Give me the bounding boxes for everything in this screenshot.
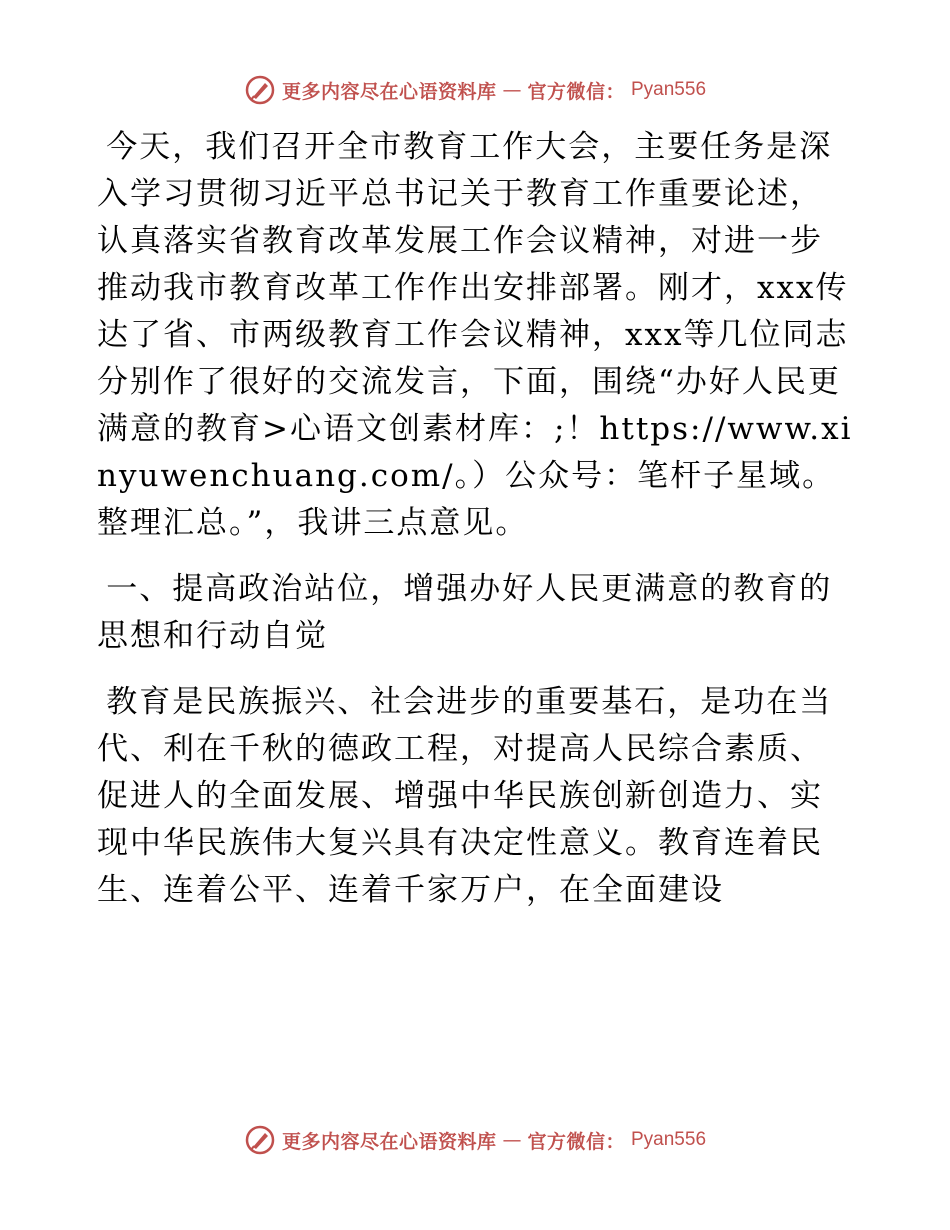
- banner-contact-label: 官方微信：: [527, 80, 625, 103]
- banner-separator: —: [502, 79, 522, 101]
- banner-contact-label: 官方微信：: [527, 1130, 625, 1153]
- header-banner: [0, 70, 950, 110]
- quill-pen-logo-icon: [244, 1124, 276, 1156]
- banner-title: 更多内容尽在心语资料库: [281, 80, 497, 103]
- banner-separator: —: [502, 1129, 522, 1151]
- banner-wechat-id: Pyan556: [631, 79, 707, 100]
- footer-banner: [0, 1120, 950, 1160]
- paragraph-intro: 今天，我们召开全市教育工作大会，主要任务是深入学习贯彻习近平总书记关于教育工作重要论述，认真落实省教育改革发展工作会议精神，对进一步推动我市教育改革工作作出安排部署。刚才，xxx传达了省、市两级教育工作会议精神，xxx等几位同志分别作了很好的交流发言，下面，围绕“办好人民更满意的教育>心语文创素材库：;！https://www.xinyuwenchuang.com/。）公众号：笔杆子星域。整理汇总。”，我讲三点意见。: [97, 129, 853, 541]
- paragraph-section-1: 教育是民族振兴、社会进步的重要基石，是功在当代、利在千秋的德政工程，对提高人民综合素质、促进人的全面发展、增强中华民族创新创造力、实现中华民族伟大复兴具有决定性意义。教育连着民生、连着公平、连着千家万户，在全面建设: [97, 684, 833, 908]
- banner-title: 更多内容尽在心语资料库: [281, 1130, 497, 1153]
- document-body: [97, 124, 853, 933]
- section-heading-1: 一、提高政治站位，增强办好人民更满意的教育的思想和行动自觉: [97, 571, 833, 654]
- quill-pen-logo-icon: [244, 74, 276, 106]
- banner-wechat-id: Pyan556: [631, 1129, 707, 1150]
